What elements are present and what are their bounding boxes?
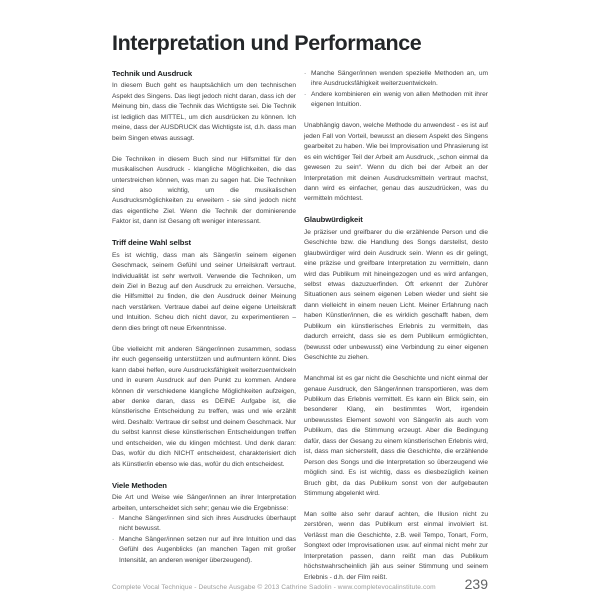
section-heading: Glaubwürdigkeit bbox=[304, 215, 363, 225]
bullet-text: Manche Sänger/innen sind sich ihres Ausdrucks überhaupt nicht bewusst. bbox=[119, 514, 296, 533]
bullet-item bbox=[112, 514, 296, 535]
paragraph: Die Art und Weise wie Sänger/innen an ihrer Interpretation arbeiten, unterscheidet sich sehr; genau wie die Ergebnisse: bbox=[112, 494, 296, 512]
paragraph: Je präziser und greifbarer du die erzählende Person und die Geschichte bzw. die Handlung des Songs darstellst, desto glaubwürdiger wird dein Ausdruck sein. Wenn es dir gelingt, eine präzise und greifbare Interpretation zu vermitteln, dann wird das Publikum mit hineingezogen und es wird anfangen, selbst etwas dazuzuerfinden. Oft erkennt der Zuhörer Situationen aus seinem eigenen Leben wieder und sieht sie dann vielleicht in einem neuen Licht. Meiner Erfahrung nach haben Künstler/innen, die es wirklich geschafft haben, dem Publikum ein künstlerisches Erlebnis zu vermitteln, das dadurch erreicht, dass sie es dem Publikum ermöglichten, (bewusst oder unbewusst) eine Verbindung zu einer eigenen Geschichte zu ziehen. bbox=[304, 228, 488, 362]
paragraph: Übe vielleicht mit anderen Sänger/innen zusammen, sodass ihr euch gegenseitig unterstützen und aufmuntern könnt. Dies kann dabei helfen, eure Ausdrucksfähigkeit weiterzuentwickeln und in eurem Ausdruck auf den Punkt zu kommen. Andere können dir verschiedene klangliche Möglichkeiten aufzeigen, aber denke daran, dass es DEINE Aufgabe ist, die künstlerische Entscheidung zu treffen, was und wie erzählt wird. Deshalb: Vertraue dir selbst und deinem Geschmack. Nur du selbst kannst diese künstlerischen Entscheidungen treffen und entscheiden, wie du klingen möchtest. Und denk daran: Das, wofür du dich NICHT entscheidest, charakterisiert dich als Künstler/in ebenso wie das, wofür du dich entscheidest. bbox=[112, 345, 296, 468]
bullet-text: Andere kombinieren ein wenig von allen Methoden mit ihrer eigenen Intuition. bbox=[311, 90, 488, 109]
bullet-marker: · bbox=[304, 90, 307, 98]
bullet-marker: · bbox=[112, 535, 115, 543]
bullet-text: Manche Sänger/innen wenden spezielle Methoden an, um ihre Ausdrucksfähigkeit weiterzuentwickeln. bbox=[311, 70, 488, 88]
paragraph: Es ist wichtig, dass man als Sänger/in seinem eigenen Geschmack, seinem Gefühl und seiner Urteilskraft vertraut. Individualität ist sehr wertvoll. Verwende die Techniken, um dein Ziel in Bezug auf den Ausdruck zu erreichen. Versuche, die Hilfsmittel zu finden, die den Ausdruck deiner Meinung nach verstärken. Vertraue dabei auf deine eigene Urteilskraft und Intuition. Scheu dich nicht davor, zu experimentieren – denn dies bringt oft neue Erkenntnisse. bbox=[112, 251, 296, 332]
paragraph: Man sollte also sehr darauf achten, die Illusion nicht zu zerstören, wenn das Publikum erst einmal involviert ist. Verlässt man die Geschichte, z.B. weil Tempo, Tonart, Form, Songtext oder Improvisationen usw. auf einmal nicht mehr zur Interpretation passen, dann reißt man das Publikum höchstwahrscheinlich jäh aus seiner Stimmung und seinem Erlebnis - d.h. der Film reißt. bbox=[304, 510, 488, 581]
bullet-marker: · bbox=[112, 514, 115, 522]
section-heading: Triff deine Wahl selbst bbox=[112, 238, 191, 248]
footer-imprint: Complete Vocal Technique - Deutsche Ausgabe © 2013 Cathrine Sadolin - www.completevocalinstitute.com bbox=[112, 584, 436, 591]
paragraph: In diesem Buch geht es hauptsächlich um den technischen Aspekt des Singens. Das liegt jedoch nicht daran, dass ich der Meinung bin, dass die Technik das Wichtigste sei. Die Technik ist lediglich das MITTEL, um dich ausdrücken zu können. Ich meine, dass der AUSDRUCK das Wichtigste ist, d.h. dass man beim Singen etwas aussagt. bbox=[112, 82, 296, 142]
page-number: 239 bbox=[464, 576, 488, 592]
section-heading: Technik und Ausdruck bbox=[112, 69, 193, 78]
right-column bbox=[304, 69, 488, 594]
section-heading: Viele Methoden bbox=[112, 480, 167, 490]
left-column bbox=[112, 69, 296, 594]
two-column-layout bbox=[112, 69, 488, 594]
bullet-item bbox=[112, 535, 296, 566]
paragraph: Unabhängig davon, welche Methode du anwendest - es ist auf jeden Fall von Vorteil, bewusst an diesem Aspekt des Singens gearbeitet zu haben. Wie bei Improvisation und Phrasierung ist es ein wichtiger Teil der Arbeit am Ausdruck, „schon einmal da gewesen zu sein“. Wenn du dich bei der Arbeit an der Interpretation mit deinen Ausdrucksmitteln vertraut machst, dann wird es einfacher, genau das auszudrücken, was du vermitteln möchtest. bbox=[304, 122, 488, 203]
page-title: Interpretation und Performance bbox=[112, 31, 422, 55]
paragraph: Die Techniken in diesem Buch sind nur Hilfsmittel für den musikalischen Ausdruck - klangliche Möglichkeiten, die das unterstreichen können, was man zu sagen hat. Die Techniken sind also wichtig, um die musikalischen Ausdrucksmöglichkeiten zu erweitern - sie sind jedoch nicht das eigentliche Ziel. Wenn die Technik der dominierende Faktor ist, dann ist Gesang oft weniger interessant. bbox=[112, 155, 296, 226]
page-footer bbox=[112, 577, 488, 591]
bullet-text: Manche Sänger/innen setzen nur auf ihre Intuition und das Gefühl des Augenblicks (an manchen Tagen mit großer Intensität, an anderen weniger überzeugend). bbox=[119, 535, 296, 564]
bullet-item bbox=[304, 90, 488, 111]
paragraph: Manchmal ist es gar nicht die Geschichte und nicht einmal der genaue Ausdruck, den Sänger/innen transportieren, was dem Publikum das Erlebnis vermittelt. Es kann ein Blick sein, ein besonderer Klang, ein bestimmtes Wort, irgendein unbewusstes Element sowohl von Sänger/in als auch vom Publikum, das die Stimmung erzeugt. Aber die Bedingung dafür, dass der Gesang zu einem künstlerischen Erlebnis wird, ist, dass man sicherstellt, dass die Geschichte, die erzählende Person des Songs und die Interpretation so überzeugend wie möglich sind. Es ist wichtig, dass es diesbezüglich keinen Bruch gibt, da das Publikum sonst von der aufgebauten Stimmung abgelenkt wird. bbox=[304, 375, 488, 498]
bullet-marker: · bbox=[304, 70, 307, 77]
bullet-item bbox=[304, 69, 488, 90]
